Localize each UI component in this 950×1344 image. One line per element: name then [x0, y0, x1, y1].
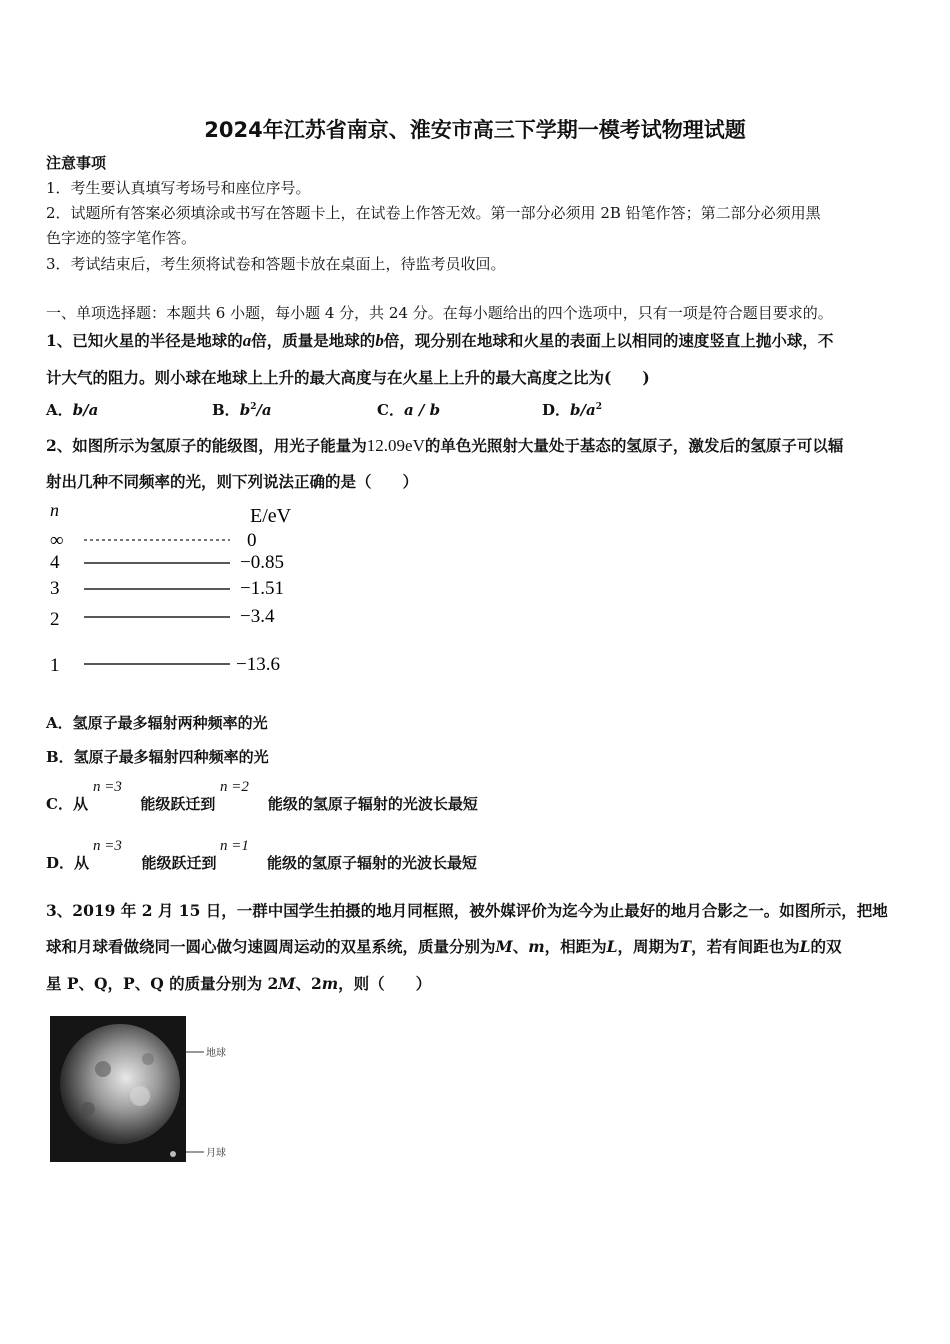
- q1-var-b: b: [375, 331, 384, 350]
- q2-line1: [46, 434, 843, 456]
- q3-var: M: [495, 937, 513, 956]
- q3-var: M: [278, 974, 296, 993]
- q2-energy: 12.09eV: [366, 436, 425, 455]
- q1-text: 1、已知火星的半径是地球的: [46, 331, 243, 350]
- q1-option-c[interactable]: [377, 399, 440, 420]
- q2-option-b[interactable]: B．氢原子最多辐射四种频率的光: [46, 748, 269, 766]
- option-text: 能级的氢原子辐射的光波长最短: [267, 795, 478, 813]
- q2-option-a[interactable]: A．氢原子最多辐射两种频率的光: [46, 714, 268, 732]
- level-n-1: 1: [50, 655, 60, 676]
- notice-item-3: 3．考试结束后，考生须将试卷和答题卡放在桌面上，待监考员收回。: [46, 255, 506, 273]
- diagram-e-label: E/eV: [250, 505, 292, 527]
- q2-optc-n2: n =2: [220, 779, 249, 795]
- notice-item-2: 2．试题所有答案必须填涂或书写在答题卡上，在试卷上作答无效。第一部分必须用 2B 铅笔作答；第二部分必须用黑: [46, 204, 821, 222]
- q3-var: L: [799, 937, 811, 956]
- q1-option-b[interactable]: [212, 399, 272, 420]
- option-text: C．从: [46, 795, 88, 813]
- q3-var: L: [606, 937, 618, 956]
- q3-line3: [46, 972, 431, 994]
- q3-text: ，若有间距也为: [691, 937, 800, 956]
- level-e-inf: 0: [247, 530, 257, 551]
- q2-optd-n2: n =1: [220, 838, 249, 854]
- energy-level-diagram: [50, 498, 310, 688]
- q3-line2: [46, 935, 842, 957]
- option-text: D．从: [46, 854, 90, 872]
- q3-text: 的双: [810, 937, 842, 956]
- option-text: 能级跃迁到: [140, 795, 216, 813]
- q1-line2: 计大气的阻力。则小球在地球上上升的最大高度与在火星上上升的最大高度之比为( ): [46, 368, 650, 387]
- q1-line1: [46, 329, 833, 351]
- level-e-3: −1.51: [240, 578, 284, 599]
- option-text: 能级的氢原子辐射的光波长最短: [266, 854, 477, 872]
- q2-optc-n1: n =3: [93, 779, 122, 795]
- q3-text: ，周期为: [617, 937, 680, 956]
- option-text: 能级跃迁到: [141, 854, 217, 872]
- notice-item-1: 1．考生要认真填写考场号和座位序号。: [46, 179, 311, 197]
- q2-text: 2、如图所示为氢原子的能级图，用光子能量为: [46, 436, 367, 455]
- q2-line2: 射出几种不同频率的光，则下列说法正确的是（ ）: [46, 472, 419, 491]
- earth-moon-figure: [48, 1014, 238, 1164]
- q3-text: 、2: [295, 974, 322, 993]
- q3-var: m: [321, 974, 339, 993]
- option-label: A．: [46, 401, 73, 419]
- option-sup: 2: [250, 402, 257, 412]
- option-text: b/a: [72, 401, 99, 419]
- q3-text: 、: [512, 937, 529, 956]
- q3-text: 星 P、Q，P、Q 的质量分别为 2: [46, 974, 279, 993]
- earth-image: [60, 1024, 180, 1144]
- level-n-2: 2: [50, 609, 60, 630]
- q2-optd-n1: n =3: [93, 838, 122, 854]
- page-title: 2024年江苏省南京、淮安市高三下学期一模考试物理试题: [204, 118, 746, 142]
- moon-label: 月球: [206, 1148, 226, 1159]
- level-e-1: −13.6: [236, 654, 280, 675]
- option-label: B．: [212, 401, 240, 419]
- diagram-n-label: n: [50, 500, 59, 520]
- option-text: a / b: [403, 401, 441, 419]
- option-text: b: [239, 401, 251, 419]
- q3-line1: 3、2019 年 2 月 15 日，一群中国学生拍摄的地月同框照，被外媒评价为迄今为止最好的地月合影之一。如图所示，把地: [46, 901, 888, 920]
- q2-option-d[interactable]: [46, 852, 477, 873]
- q3-var: T: [679, 937, 692, 956]
- q2-text: 的单色光照射大量处于基态的氢原子，激发后的氢原子可以辐: [424, 436, 844, 455]
- level-n-3: 3: [50, 578, 60, 599]
- q1-option-a[interactable]: [46, 399, 98, 420]
- notice-heading: 注意事项: [46, 154, 107, 172]
- section-heading: 一、单项选择题：本题共 6 小题，每小题 4 分，共 24 分。在每小题给出的四个选项中，只有一项是符合题目要求的。: [46, 304, 833, 322]
- q1-var-a: a: [242, 331, 252, 350]
- option-label: D．: [542, 401, 571, 419]
- option-text: /a: [256, 401, 272, 419]
- moon-image: [170, 1151, 176, 1157]
- option-label: C．: [377, 401, 404, 419]
- q3-var: m: [528, 937, 545, 956]
- q1-text: 倍，质量是地球的: [251, 331, 376, 350]
- notice-item-2-cont: 色字迹的签字笔作答。: [46, 229, 197, 247]
- earth-label: 地球: [206, 1048, 226, 1059]
- q1-text: 倍，现分别在地球和火星的表面上以相同的速度竖直上抛小球，不: [383, 331, 834, 350]
- level-n-4: 4: [50, 552, 60, 573]
- option-sup: 2: [595, 402, 602, 412]
- q3-text: ，相距为: [544, 937, 607, 956]
- level-e-4: −0.85: [240, 552, 284, 573]
- level-e-2: −3.4: [240, 606, 275, 627]
- q1-option-d[interactable]: [542, 399, 602, 420]
- q3-text: ，则（ ）: [338, 974, 432, 993]
- q3-text: 球和月球看做绕同一圆心做匀速圆周运动的双星系统，质量分别为: [46, 937, 496, 956]
- level-n-inf: ∞: [50, 530, 64, 551]
- option-text: b/a: [570, 401, 596, 419]
- q2-option-c[interactable]: [46, 793, 478, 814]
